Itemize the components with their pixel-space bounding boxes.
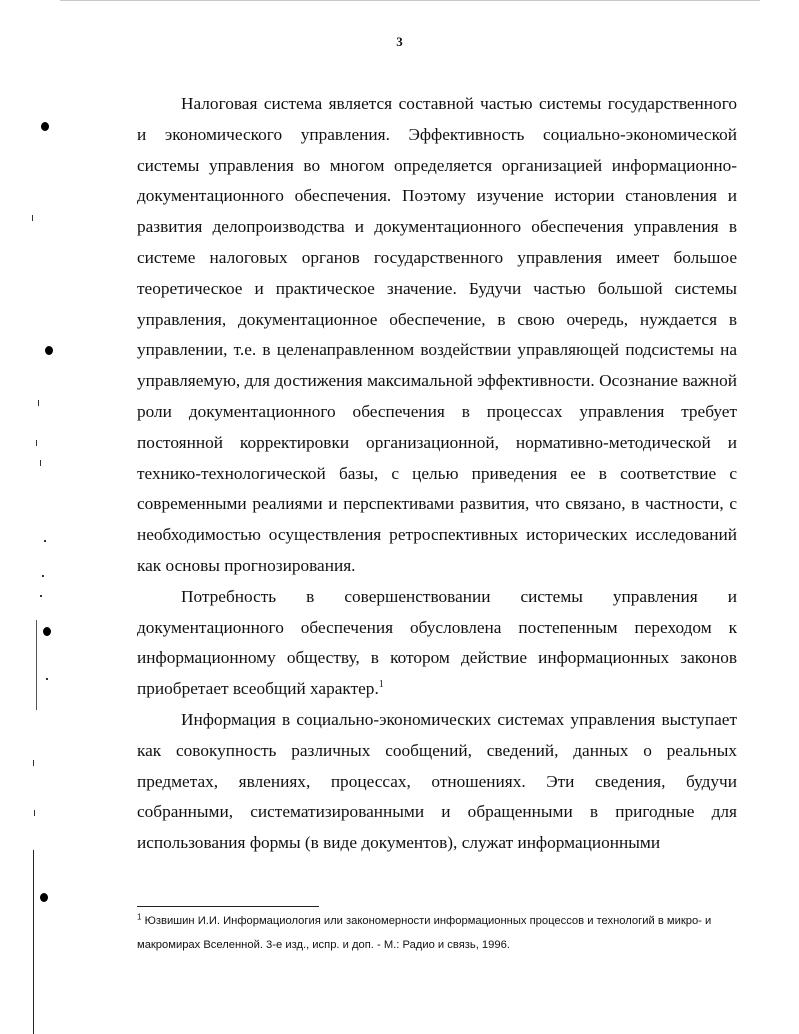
footnote-separator xyxy=(137,906,319,907)
punch-hole-mark xyxy=(40,893,48,902)
scan-edge-line xyxy=(33,850,34,1034)
scan-edge-line xyxy=(36,620,37,710)
footnote-reference[interactable]: 1 xyxy=(378,679,384,691)
scan-speck xyxy=(33,760,34,766)
scan-speck xyxy=(32,215,33,221)
scan-speck xyxy=(44,540,46,542)
paragraph-2-text: Потребность в совершенствовании системы управления и документационного обеспечения обусловлена постепенным переходом к информационному обществу, в котором действие информационных законов приобретает всеобщий характер. xyxy=(137,586,737,699)
footnote xyxy=(137,910,739,957)
footnote-marker: 1 xyxy=(137,912,142,922)
punch-hole-mark xyxy=(43,627,51,636)
document-body xyxy=(137,89,737,859)
punch-hole-mark xyxy=(41,122,49,131)
scan-speck xyxy=(42,575,44,577)
paragraph-3: Информация в социально-экономических системах управления выступает как совокупность различных сообщений, сведений, данных о реальных предметах, явлениях, процессах, отношениях. Эти сведения, будучи собранными, систематизированными и обращенными в пригодные для использования формы (в виде документов), служат информационными xyxy=(137,709,737,853)
scan-speck xyxy=(46,678,48,680)
paragraph-2 xyxy=(137,582,737,705)
top-edge-rule xyxy=(60,0,760,1)
scan-speck xyxy=(36,440,37,446)
paragraph-1: Налоговая система является составной частью системы государственного и экономического управления. Эффективность социально-экономической системы управления во многом определяется организацией информационно-документационного обеспечения. Поэтому изучение истории становления и развития делопроизводства и документационного обеспечения управления в системе налоговых органов государственного управления имеет большое теоретическое и практическое значение. Будучи частью большой системы управления, документационное обеспечение, в свою очередь, нуждается в управлении, т.е. в целенаправленном воздействии управляющей подсистемы на управляемую, для достижения максимальной эффективности. Осознание важной роли документационного обеспечения в процессах управления требует постоянной корректировки организационной, нормативно-методической и технико-технологической базы, с целью приведения ее в соответствие с современными реалиями и перспективами развития, что связано, в частности, с необходимостью осуществления ретроспективных исторических исследований как основы прогнозирования. xyxy=(137,94,737,575)
scan-speck xyxy=(34,810,35,816)
page-number: 3 xyxy=(396,34,403,49)
scan-speck xyxy=(40,460,41,466)
scan-speck xyxy=(40,595,42,597)
punch-hole-mark xyxy=(45,346,53,355)
scan-speck xyxy=(38,400,39,406)
footnote-text: Юзвишин И.И. Информациология или закономерности информационных процессов и технологий в микро- и макромирах Вселенной. 3-е изд., испр. и доп. - М.: Радио и связь, 1996. xyxy=(137,915,712,951)
